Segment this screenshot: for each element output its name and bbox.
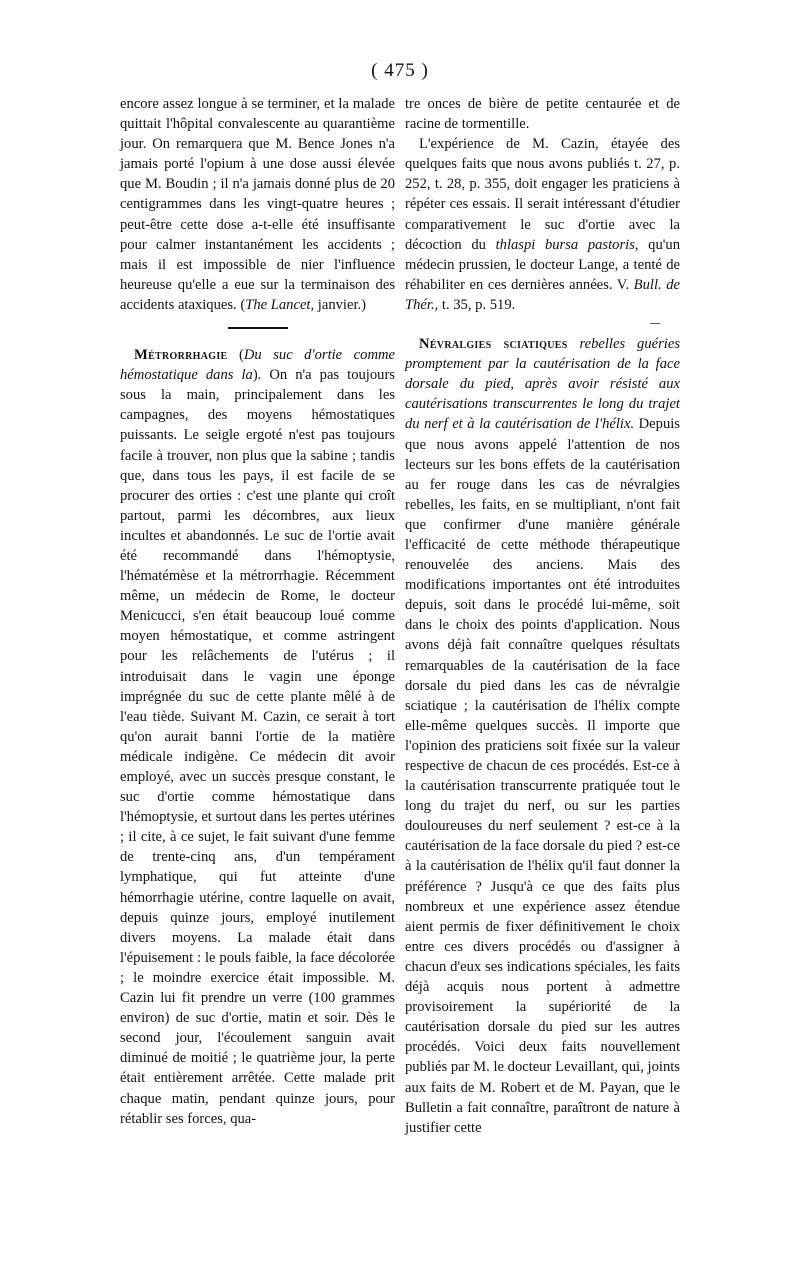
right-column (405, 94, 680, 1138)
section-subheading: Du suc d'ortie comme hémostatique dans la (120, 347, 395, 384)
heading-paren-open: ( (227, 347, 244, 364)
article-body: On n'a pas toujours sous la main, principalement dans les campagnes, des moyens hémostatiques puissants. Le seigle ergoté n'est pas toujours facile à trouver, non plus que la sabine ; tandis que, dans tous les pays, il est facile de se procurer des orties : c'est une plante qui croît partout, parmi les décombres, aux lieux incultes et abandonnés. Le suc de l'ortie avait été recommandé dans l'hémoptysie, l'hématémèse et la métrorrhagie. Récemment même, un médecin de Rome, le docteur Menicucci, s'en était beaucoup loué comme moyen hémostatique, et comme astringent pour les relâchements de l'utérus ; il introduisait dans le vagin une éponge imprégnée du suc de cette plante mêlé à de l'eau tiède. Suivant M. Cazin, ce serait à tort qu'on aurait banni l'ortie de la matière médicale indigène. Ce médecin dit avoir employé, avec un succès presque constant, le suc d'ortie comme hémostatique dans l'hémoptysie, et surtout dans les pertes utérines ; il cite, à ce sujet, le fait suivant d'une femme de trente-cinq ans, d'un tempérament lymphatique, qui fut atteinte d'une hémorrhagie utérine, contre laquelle on avait, depuis quinze jours, employé inutilement divers moyens. La malade était dans l'épuisement : le pouls faible, la face décolorée ; le moindre exercice était impossible. M. Cazin lui fit prendre un verre (100 grammes environ) de suc d'ortie, matin et soir. Dès le second jour, l'écoulement sanguin avait diminué de moitié ; le quatrième jour, la perte était entièrement arrêtée. Cette malade prit chaque matin, pendant quinze jours, pour rétablir ses forces, qua- (120, 367, 395, 1127)
article-body: Depuis que nous avons appelé l'attention de nos lecteurs sur les bons effets de la cautérisation au fer rouge dans les cas de névralgies rebelles, les faits, en se multipliant, n'ont fait que confirmer d'une manière générale l'efficacité de cette méthode thérapeutique renouvelée des anciens. Mais des modifications importantes ont été introduites depuis, soit dans le procédé lui-même, soit dans le choix des points d'application. Nous avons déjà fait connaître quelques résultats remarquables de la cautérisation de la face dorsale du pied dans les cas de névralgie sciatique ; la cautérisation de l'hélix compte elle-même quelques succès. Il importe que l'opinion des praticiens soit fixée sur la valeur respective de chacun de ces procédés. Est-ce à la cautérisation transcurrente pratiquée tout le long du trajet du nerf, ou sur les parties douloureuses du nerf seulement ? est-ce à la cautérisation de la face dorsale du pied ? est-ce à la cautérisation de l'hélix qu'il faut donner la préférence ? Jusqu'à ce que des faits plus nombreux et une expérience assez étendue aient permis de fixer définitivement le choix entre ces divers procédés ou d'assigner à chacun d'eux ses indications spéciales, les faits déjà acquis nous portent à admettre provisoirement la supériorité de la cautérisation dorsale du pied sur les autres procédés. Voici deux faits nouvellement publiés par M. le docteur Levaillant, qui, joints aux faits de M. Robert et de M. Payan, que le Bulletin a fait connaître, paraîtront de nature à justifier cette (405, 416, 680, 1136)
section-subheading: rebelles guéries promptement par la cautérisation de la face dorsale du pied, après avoir résisté aux cautérisations transcurrentes le long du trajet du nerf et à la cautérisation de l'hélix. (405, 336, 680, 433)
heading-paren-close: ). (252, 367, 270, 384)
paragraph-cazin (405, 134, 680, 315)
article-nevralgies (405, 334, 680, 1138)
paragraph-text: L'expérience de M. Cazin, étayée des quelques faits que nous avons publiés t. 27, p. 252, t. 28, p. 355, doit engager les praticiens à répéter ces essais. Il serait intéressant d'étudier comparativement le suc d'ortie avec la décoction du (405, 136, 680, 253)
section-heading: Névralgies sciatiques (419, 336, 568, 353)
paragraph-text-end: , t. 35, p. 519. (434, 296, 516, 313)
paragraph-text-end: janvier.) (314, 296, 367, 313)
page-number: ( 475 ) (371, 60, 429, 81)
paragraph-text: , qu'un médecin prussien, le docteur Lange, a tenté de réhabiliter en ces dernières années. V. (405, 236, 680, 293)
section-divider (228, 327, 288, 329)
section-heading: Métrorrhagie (134, 347, 228, 364)
source-citation: The Lancet, (245, 296, 315, 313)
paragraph-text: encore assez longue à se terminer, et la malade quittait l'hôpital convalescente au quarantième jour. On remarquera que M. Bence Jones n'a jamais porté l'opium à une dose aussi élevée que M. Boudin ; il n'a jamais donné plus de 20 centigrammes dans les vingt-quatre heures ; peut-être cette dose a-t-elle été insuffisante pour calmer instantanément les accidents ; mais il est impossible de nier l'influence heureuse qu'elle a eue sur la terminaison des accidents ataxiques. ( (120, 96, 395, 313)
paragraph-continuation-right: tre onces de bière de petite centaurée et de racine de tormentille. (405, 96, 680, 133)
left-column (120, 94, 395, 1129)
article-metrorrhagie (120, 345, 395, 1129)
small-divider (650, 323, 660, 324)
bibliographic-reference: Bull. de Thér. (405, 276, 680, 313)
plant-name: thlaspi bursa pastoris (495, 236, 635, 253)
paragraph-continuation (120, 94, 395, 315)
